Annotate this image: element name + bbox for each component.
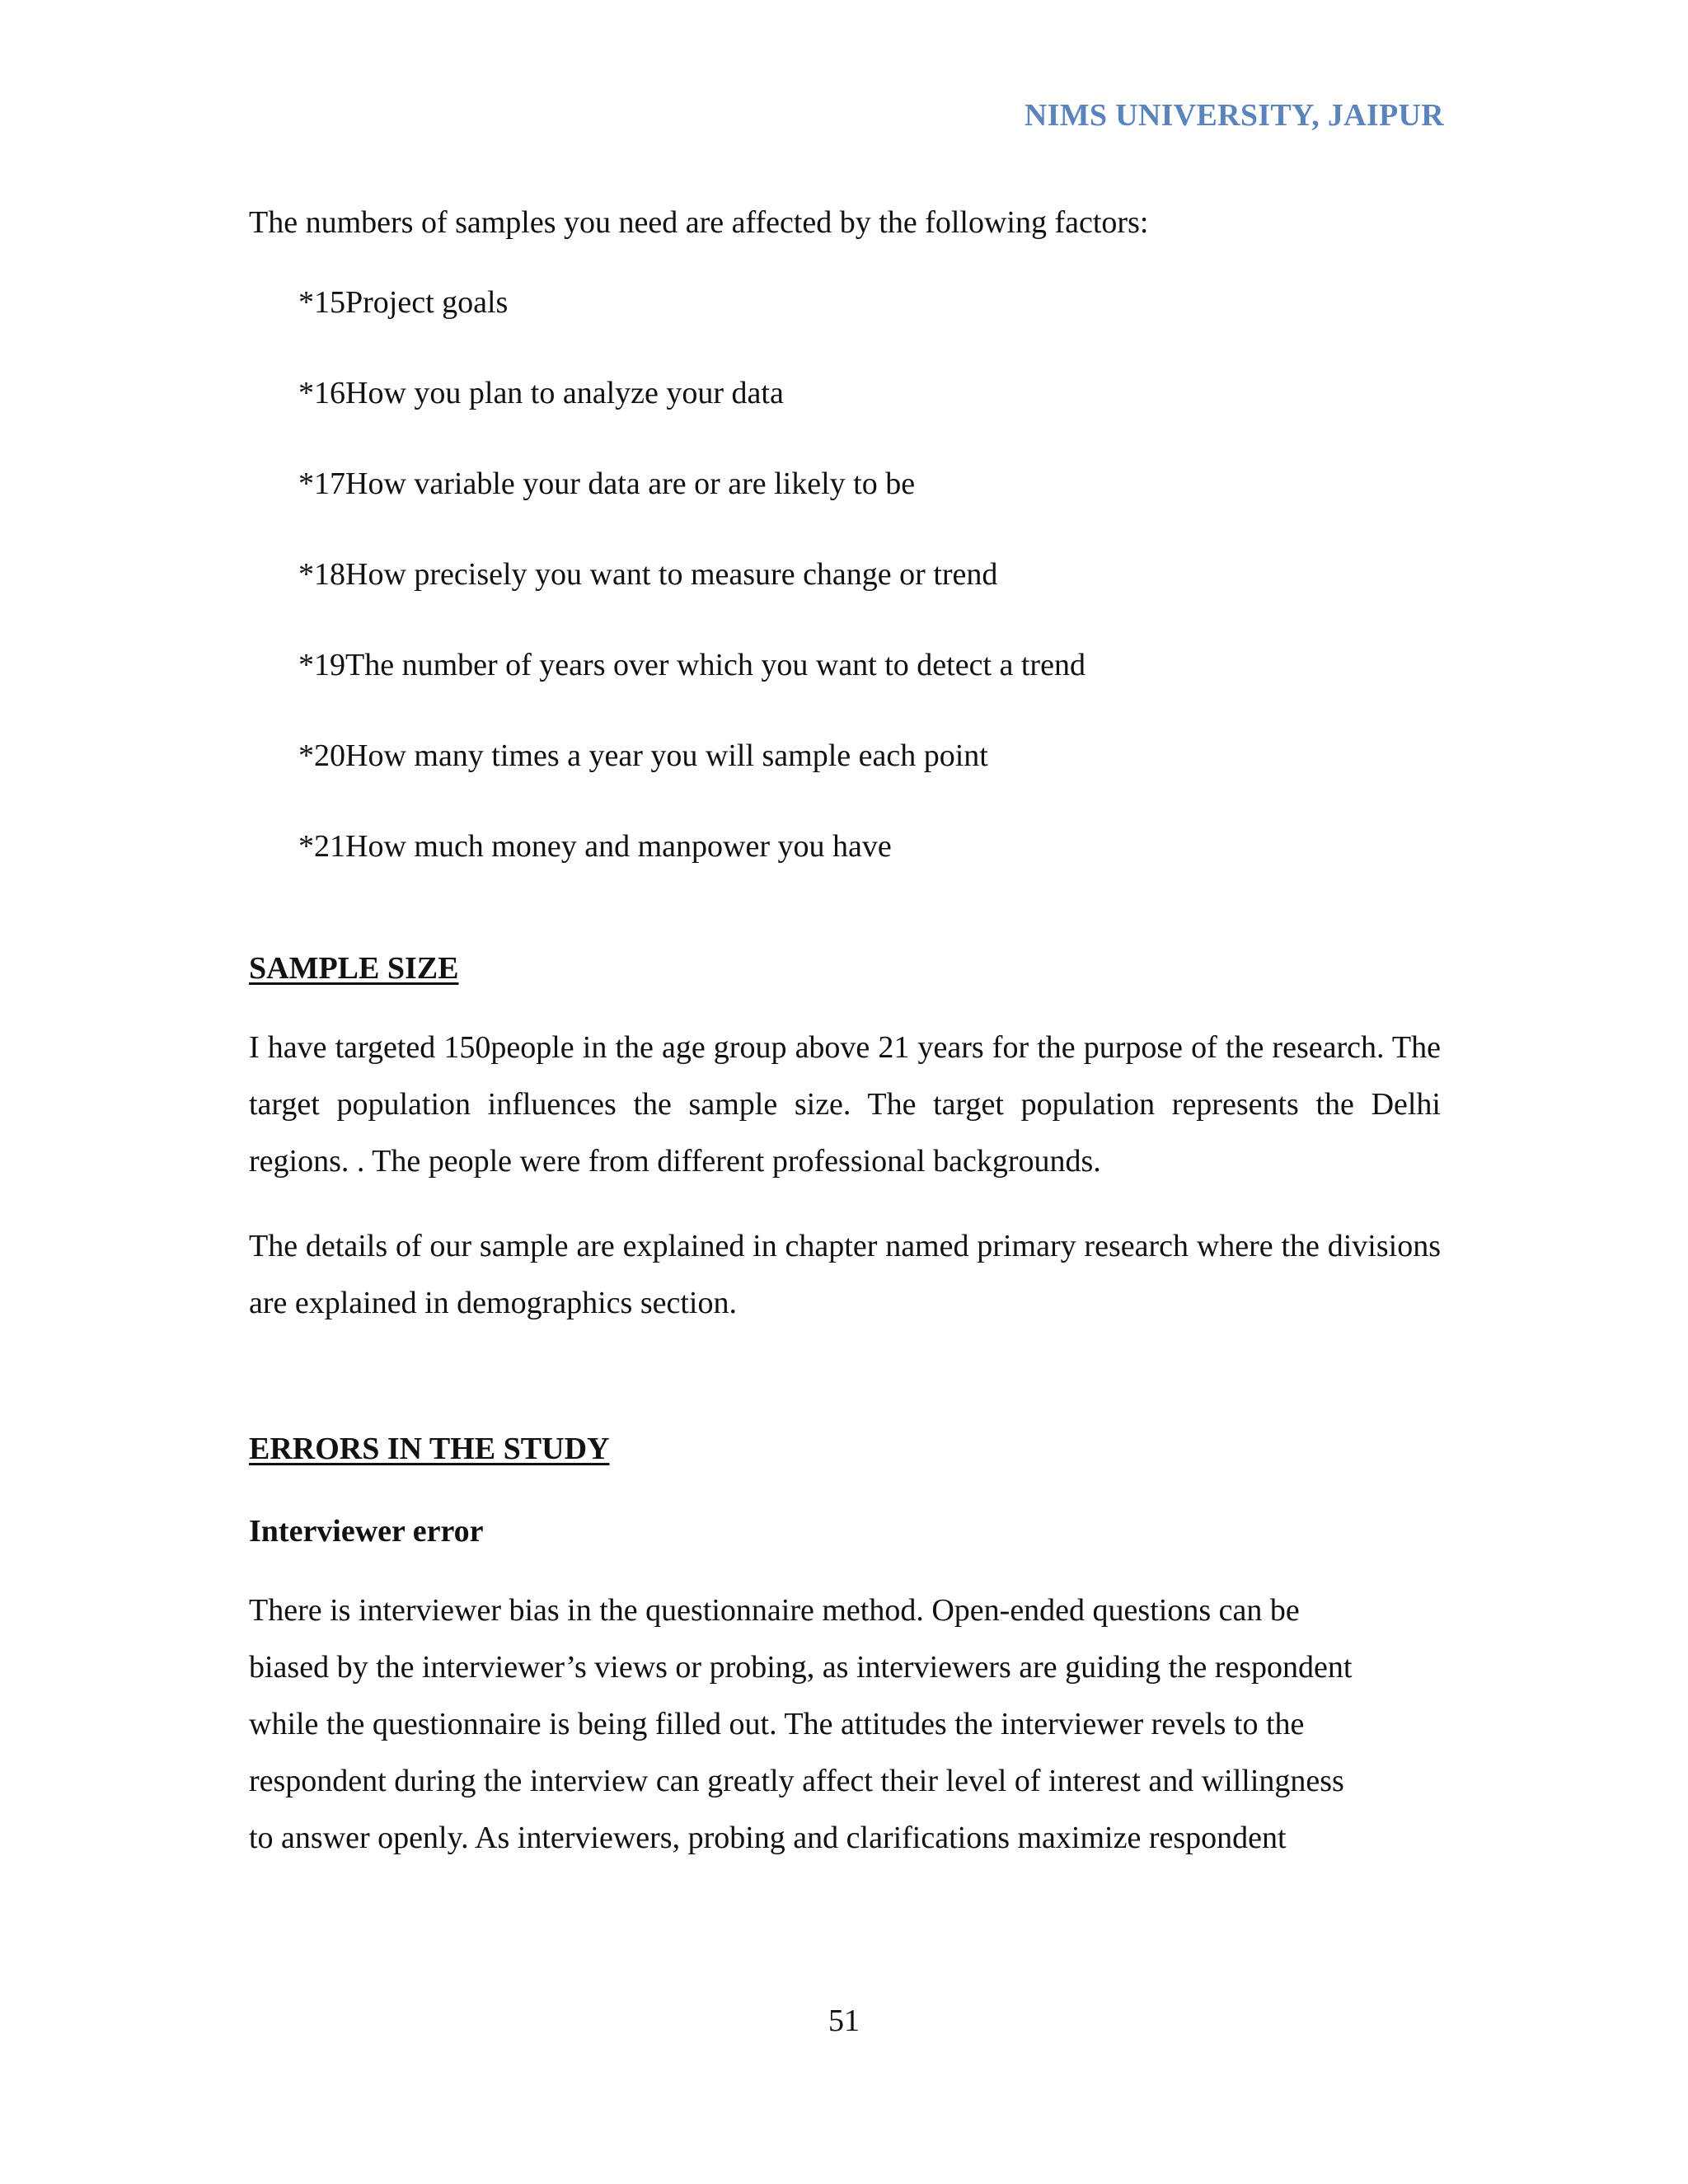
- interviewer-error-subheading: Interviewer error: [249, 1514, 484, 1549]
- list-item: *18How precisely you want to measure change or trend: [298, 557, 998, 592]
- page-header: NIMS UNIVERSITY, JAIPUR: [1024, 98, 1444, 133]
- list-item: *20How many times a year you will sample each point: [298, 738, 988, 773]
- paragraph-line: respondent during the interview can greatly affect their level of interest and willingness: [249, 1764, 1344, 1798]
- intro-paragraph: The numbers of samples you need are affected by the following factors:: [249, 205, 1149, 240]
- sample-size-heading: SAMPLE SIZE: [249, 951, 459, 986]
- paragraph-line: biased by the interviewer’s views or probing, as interviewers are guiding the respondent: [249, 1650, 1353, 1685]
- sample-details-paragraph: The details of our sample are explained in chapter named primary research where the divisions are explained in demographics section.: [249, 1229, 1441, 1320]
- page-number: 51: [828, 2004, 860, 2038]
- list-item: *19The number of years over which you want to detect a trend: [298, 648, 1085, 682]
- paragraph-line: to answer openly. As interviewers, probing and clarifications maximize respondent: [249, 1821, 1287, 1855]
- paragraph-line: There is interviewer bias in the questionnaire method. Open-ended questions can be: [249, 1593, 1300, 1628]
- sample-size-paragraph: I have targeted 150people in the age group above 21 years for the purpose of the research. The target population influences the sample size. The target population represents the Delhi regions. . The people were from different professional backgrounds.: [249, 1030, 1441, 1179]
- list-item: *15Project goals: [298, 285, 509, 320]
- factors-list: [249, 284, 1441, 865]
- errors-heading: ERRORS IN THE STUDY: [249, 1432, 610, 1466]
- list-item: *16How you plan to analyze your data: [298, 376, 784, 410]
- paragraph-line: while the questionnaire is being filled out. The attitudes the interviewer revels to the: [249, 1707, 1305, 1741]
- list-item: *17How variable your data are or are likely to be: [298, 466, 916, 501]
- list-item: *21How much money and manpower you have: [298, 829, 892, 864]
- page-body: [249, 194, 1441, 1867]
- interviewer-error-paragraph: [249, 1582, 1441, 1867]
